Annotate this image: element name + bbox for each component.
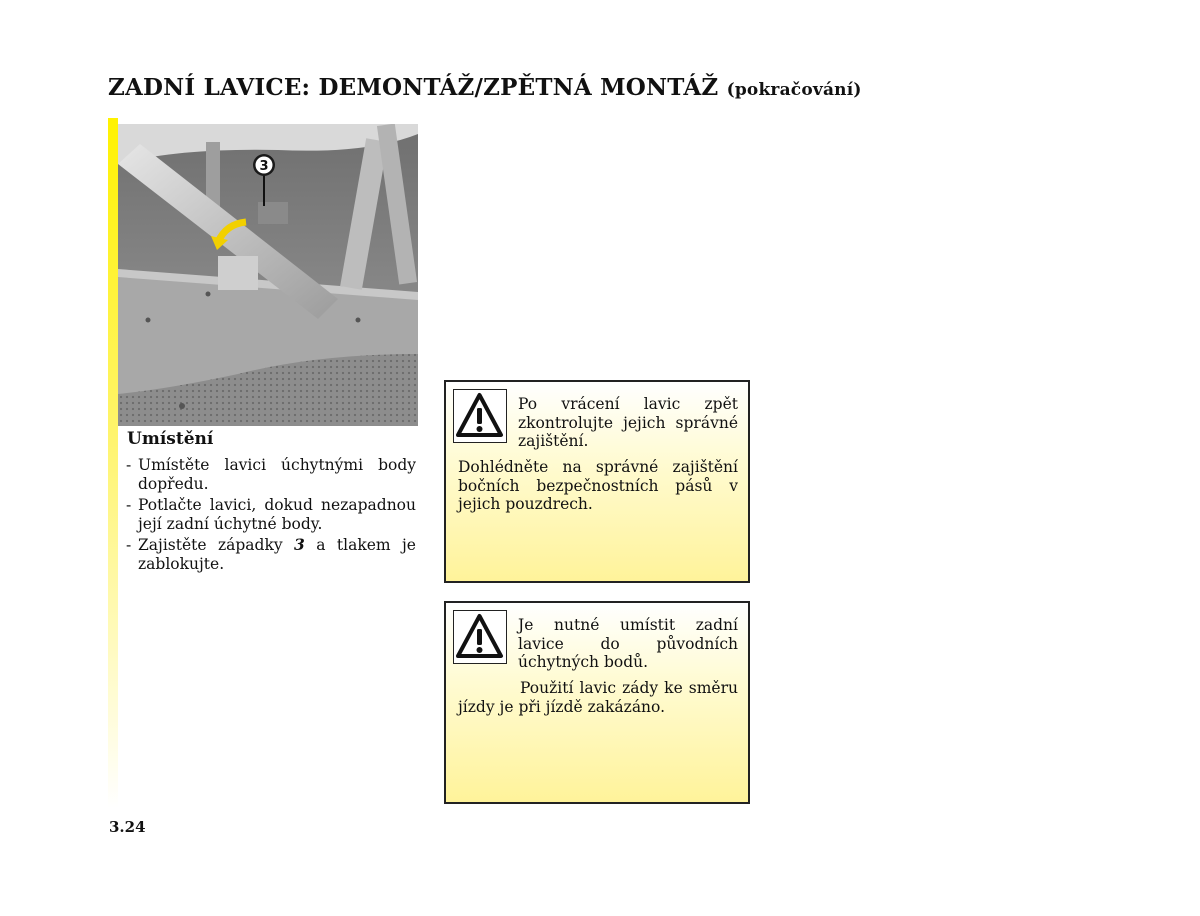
warning-box [444, 601, 750, 804]
warning-triangle-icon [453, 389, 507, 443]
page-title-subtitle: (pokračování) [726, 80, 862, 100]
list-item [126, 456, 416, 493]
page-title-main: ZADNÍ LAVICE: DEMONTÁŽ/ZPĚTNÁ MONTÁŽ [108, 74, 719, 101]
list-item-text: a tlakem je zablokujte. [138, 536, 416, 573]
page-number: 3.24 [109, 818, 146, 836]
item-reference-number: 3 [294, 535, 305, 554]
list-item-text: Potlačte lavici, dokud nezapadnou její zadní úchytné body. [138, 496, 416, 533]
warning-triangle-icon [453, 610, 507, 664]
photo-callout-number: 3 [259, 159, 269, 174]
list-dash: - [126, 536, 132, 554]
warning-body-text: Dohlédněte na správné zajištění bočních bezpečnostních pásů v jejich pouzdrech. [458, 458, 738, 513]
seat-mounting-photo [118, 124, 418, 426]
page-title [108, 74, 862, 101]
warning-lead-text: Je nutné umístit zadní lavice do původních úchytných bodů. [518, 616, 738, 671]
list-item-text: Zajistěte západky [138, 536, 295, 554]
list-item-text: Umístěte lavici úchytnými body dopředu. [138, 456, 416, 493]
warning-box [444, 380, 750, 583]
list-item [126, 536, 416, 573]
list-dash: - [126, 496, 132, 514]
warning-body-text: Použití lavic zády ke směru jízdy je při jízdě zakázáno. [458, 679, 738, 716]
list-item [126, 496, 416, 533]
yellow-side-bar [108, 118, 118, 808]
list-dash: - [126, 456, 132, 474]
warning-lead-text: Po vrácení lavic zpět zkontrolujte jejich správné zajištění. [518, 395, 738, 450]
instruction-list [126, 456, 416, 576]
section-heading: Umístění [127, 429, 214, 449]
